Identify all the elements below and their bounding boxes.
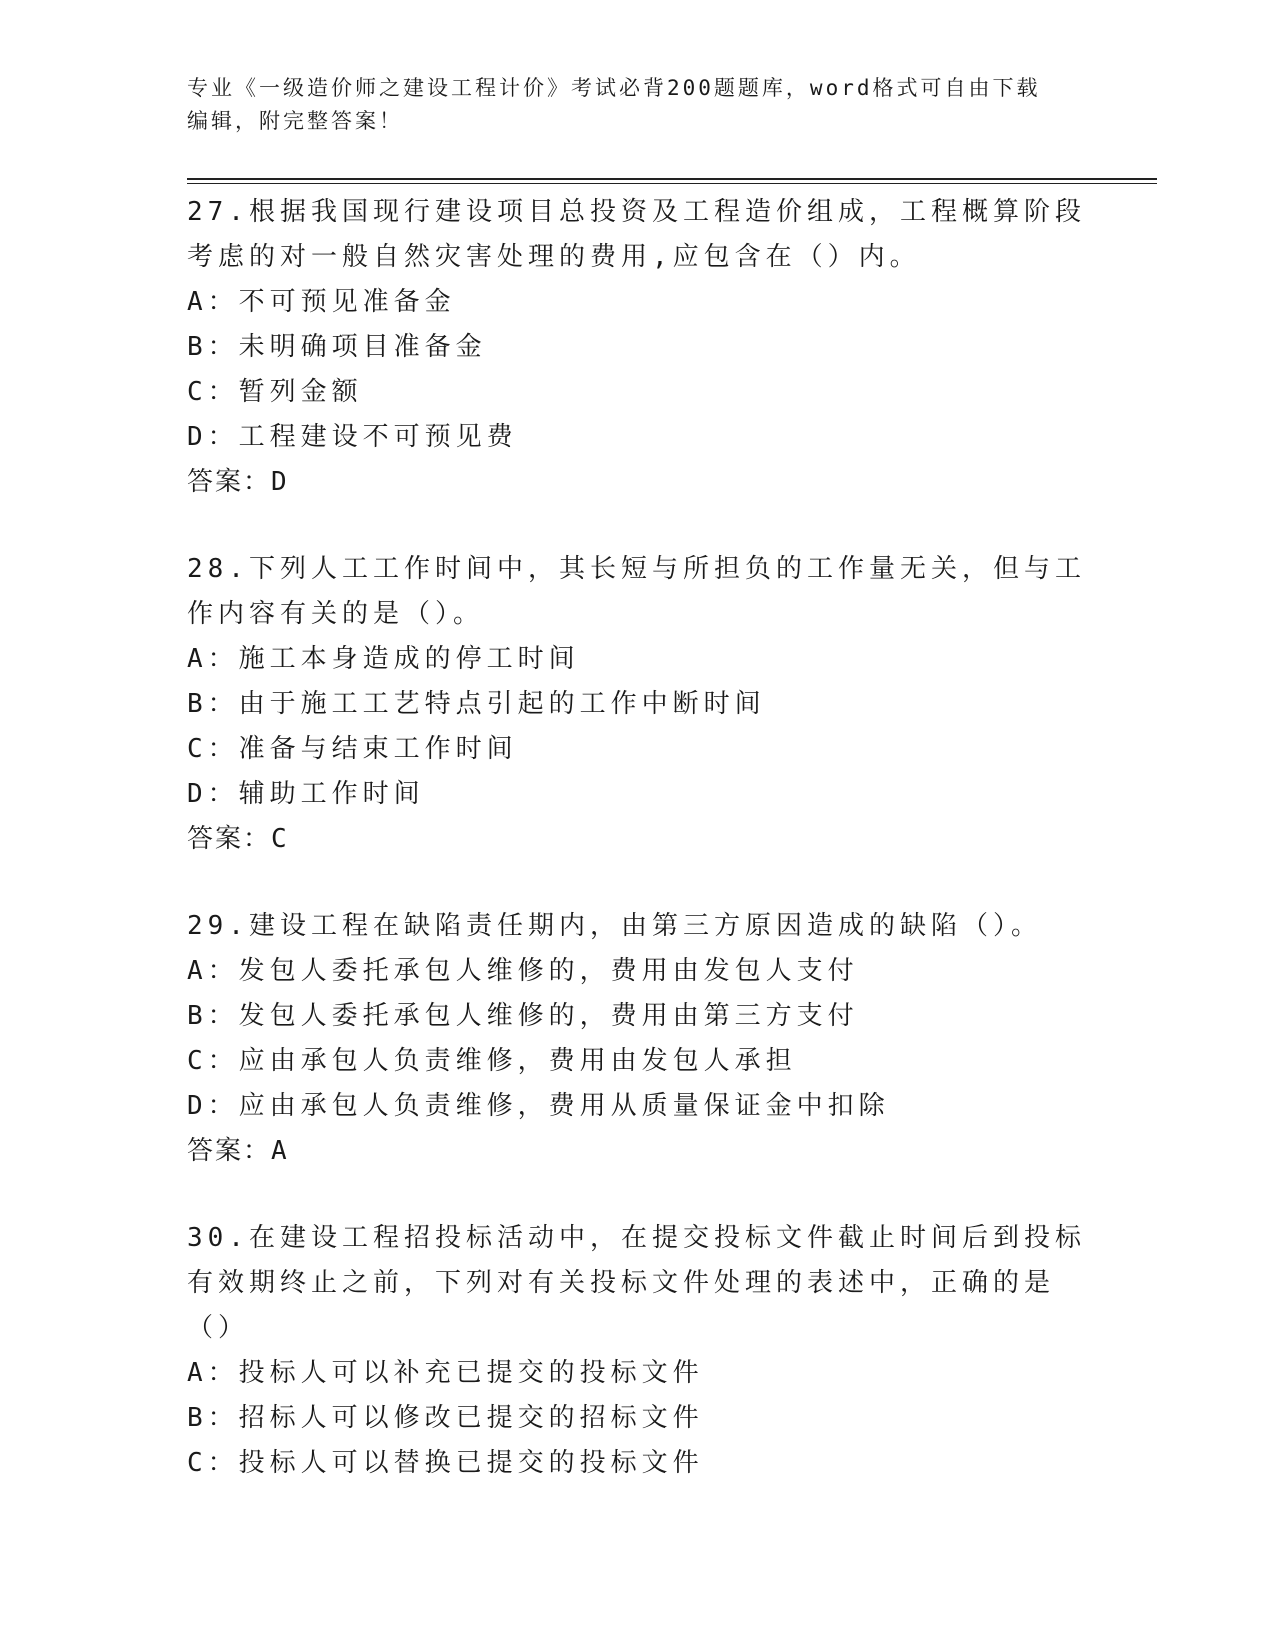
header-title-line-2: 编辑，附完整答案！ — [187, 109, 403, 133]
option-d: D：辅助工作时间 — [187, 779, 425, 809]
option-a: A：投标人可以补充已提交的投标文件 — [187, 1358, 704, 1388]
answer-line: 答案：A — [187, 1136, 289, 1166]
option-a: A：不可预见准备金 — [187, 287, 456, 317]
question-29 — [187, 904, 1087, 1174]
option-b: B：招标人可以修改已提交的招标文件 — [187, 1403, 704, 1433]
answer-line: 答案：C — [187, 824, 289, 854]
question-30 — [187, 1216, 1087, 1486]
header-divider — [187, 178, 1157, 180]
header-title-line-1: 专业《一级造价师之建设工程计价》考试必背200题题库，word格式可自由下载 — [187, 76, 1041, 100]
option-b: B：未明确项目准备金 — [187, 332, 487, 362]
option-d: D：工程建设不可预见费 — [187, 422, 518, 452]
question-list — [187, 190, 1087, 1528]
question-stem: 30.在建设工程招投标活动中，在提交投标文件截止时间后到投标有效期终止之前，下列对有关投标文件处理的表述中，正确的是（） — [187, 1223, 1086, 1343]
option-b: B：发包人委托承包人维修的，费用由第三方支付 — [187, 1001, 859, 1031]
document-header — [187, 72, 1087, 138]
option-a: A：发包人委托承包人维修的，费用由发包人支付 — [187, 956, 859, 986]
option-c: C：应由承包人负责维修，费用由发包人承担 — [187, 1046, 797, 1076]
question-stem: 29.建设工程在缺陷责任期内，由第三方原因造成的缺陷（）。 — [187, 911, 1042, 941]
question-stem: 27.根据我国现行建设项目总投资及工程造价组成，工程概算阶段考虑的对一般自然灾害处理的费用,应包含在（）内。 — [187, 197, 1086, 272]
question-28 — [187, 547, 1087, 862]
question-stem: 28.下列人工工作时间中，其长短与所担负的工作量无关，但与工作内容有关的是（）。 — [187, 554, 1086, 629]
option-a: A：施工本身造成的停工时间 — [187, 644, 580, 674]
question-27 — [187, 190, 1087, 505]
option-c: C：暂列金额 — [187, 377, 363, 407]
option-c: C：准备与结束工作时间 — [187, 734, 518, 764]
option-b: B：由于施工工艺特点引起的工作中断时间 — [187, 689, 766, 719]
option-c: C：投标人可以替换已提交的投标文件 — [187, 1448, 704, 1478]
answer-line: 答案：D — [187, 467, 289, 497]
header-divider-thin — [187, 183, 1157, 184]
option-d: D：应由承包人负责维修，费用从质量保证金中扣除 — [187, 1091, 890, 1121]
